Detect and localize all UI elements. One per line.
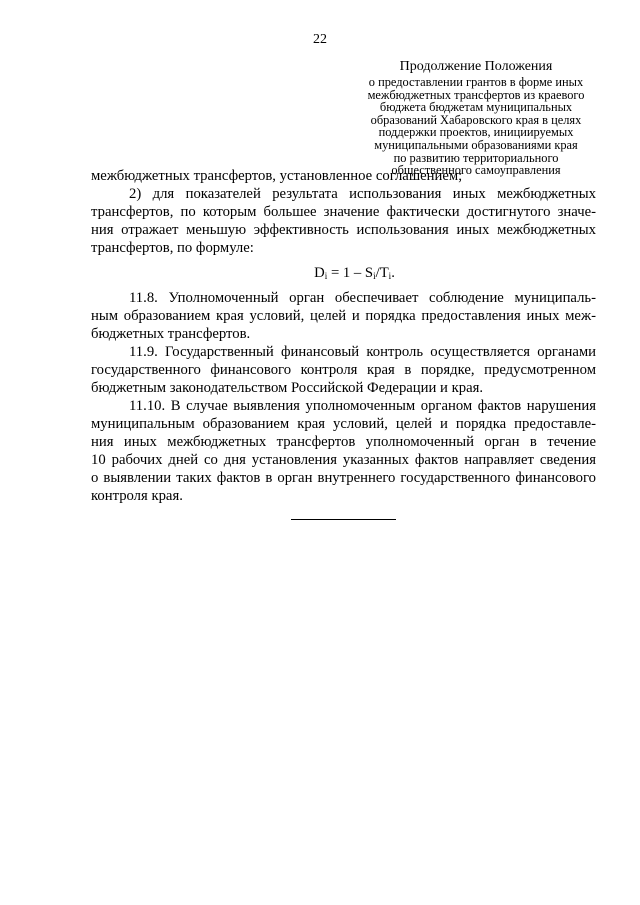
text-line: трансфертов, по формуле: <box>91 240 254 256</box>
formula <box>91 264 596 282</box>
text-line: трансфертов, по которым большее значение фактически достигнутого значе- <box>91 204 596 220</box>
formula-equals: = 1 – S <box>327 265 374 281</box>
text-line: 11.8. Уполномоченный орган обеспечивает соблюдение муниципаль- <box>129 290 596 306</box>
text-line: бюджетных трансфертов. <box>91 326 251 342</box>
text-line: ния отражает меньшую эффективность использования иных межбюджетных <box>91 222 596 238</box>
header-line: поддержки проектов, инициируемых <box>378 125 574 140</box>
formula-d: D <box>314 265 325 281</box>
header-line: муниципальными образованиями края <box>374 137 578 152</box>
formula-s-subscript: i <box>373 271 376 281</box>
formula-end: . <box>391 265 395 281</box>
text-line: о выявлении таких фактов в орган внутреннего государственного финансового <box>91 470 596 486</box>
header-line: по развитию территориального <box>393 150 559 165</box>
paragraph-continuation <box>91 167 596 185</box>
header-line: о предоставлении грантов в форме иных <box>368 75 584 89</box>
paragraph-11-10 <box>91 397 596 505</box>
body-text <box>91 167 596 505</box>
formula-slash-t: /T <box>375 265 389 281</box>
text-line: ния иных межбюджетных трансфертов уполномоченный орган в течение <box>91 434 596 450</box>
text-line: государственного финансового контроля края в порядке, предусмотренном <box>91 362 596 378</box>
text-line: 11.9. Государственный финансовый контроль осуществляется органами <box>129 344 596 360</box>
text-line: контроля края. <box>91 488 183 504</box>
formula-t-subscript: i <box>388 271 392 281</box>
paragraph-item-2 <box>91 185 596 257</box>
header-block <box>356 59 596 177</box>
text-line: 10 рабочих дней со дня установления указанных фактов направляет сведения <box>91 452 596 468</box>
header-line: образований Хабаровского края в целях <box>370 112 582 127</box>
page-number: 22 <box>313 32 327 47</box>
header-title: Продолжение Положения <box>399 59 553 74</box>
header-line: общественного самоуправления <box>391 163 561 178</box>
header-line: межбюджетных трансфертов из краевого <box>367 87 585 102</box>
paragraph-11-8 <box>91 289 596 343</box>
text-line: бюджетным законодательством Российской Федерации и края. <box>91 380 484 396</box>
paragraph-11-9 <box>91 343 596 397</box>
formula-d-subscript: i <box>324 271 328 281</box>
text-line: муниципальным образованием края условий, целей и порядка предоставле- <box>91 416 596 432</box>
text-line: 11.10. В случае выявления уполномоченным органом фактов нарушения <box>129 398 596 414</box>
text-line: межбюджетных трансфертов, установленное соглашением; <box>91 168 463 184</box>
text-line: ным образованием края условий, целей и порядка предоставления иных меж- <box>91 308 596 324</box>
end-divider <box>291 519 396 520</box>
header-line: бюджета бюджетам муниципальных <box>379 100 573 115</box>
text-line: 2) для показателей результата использования иных межбюджетных <box>129 186 596 202</box>
